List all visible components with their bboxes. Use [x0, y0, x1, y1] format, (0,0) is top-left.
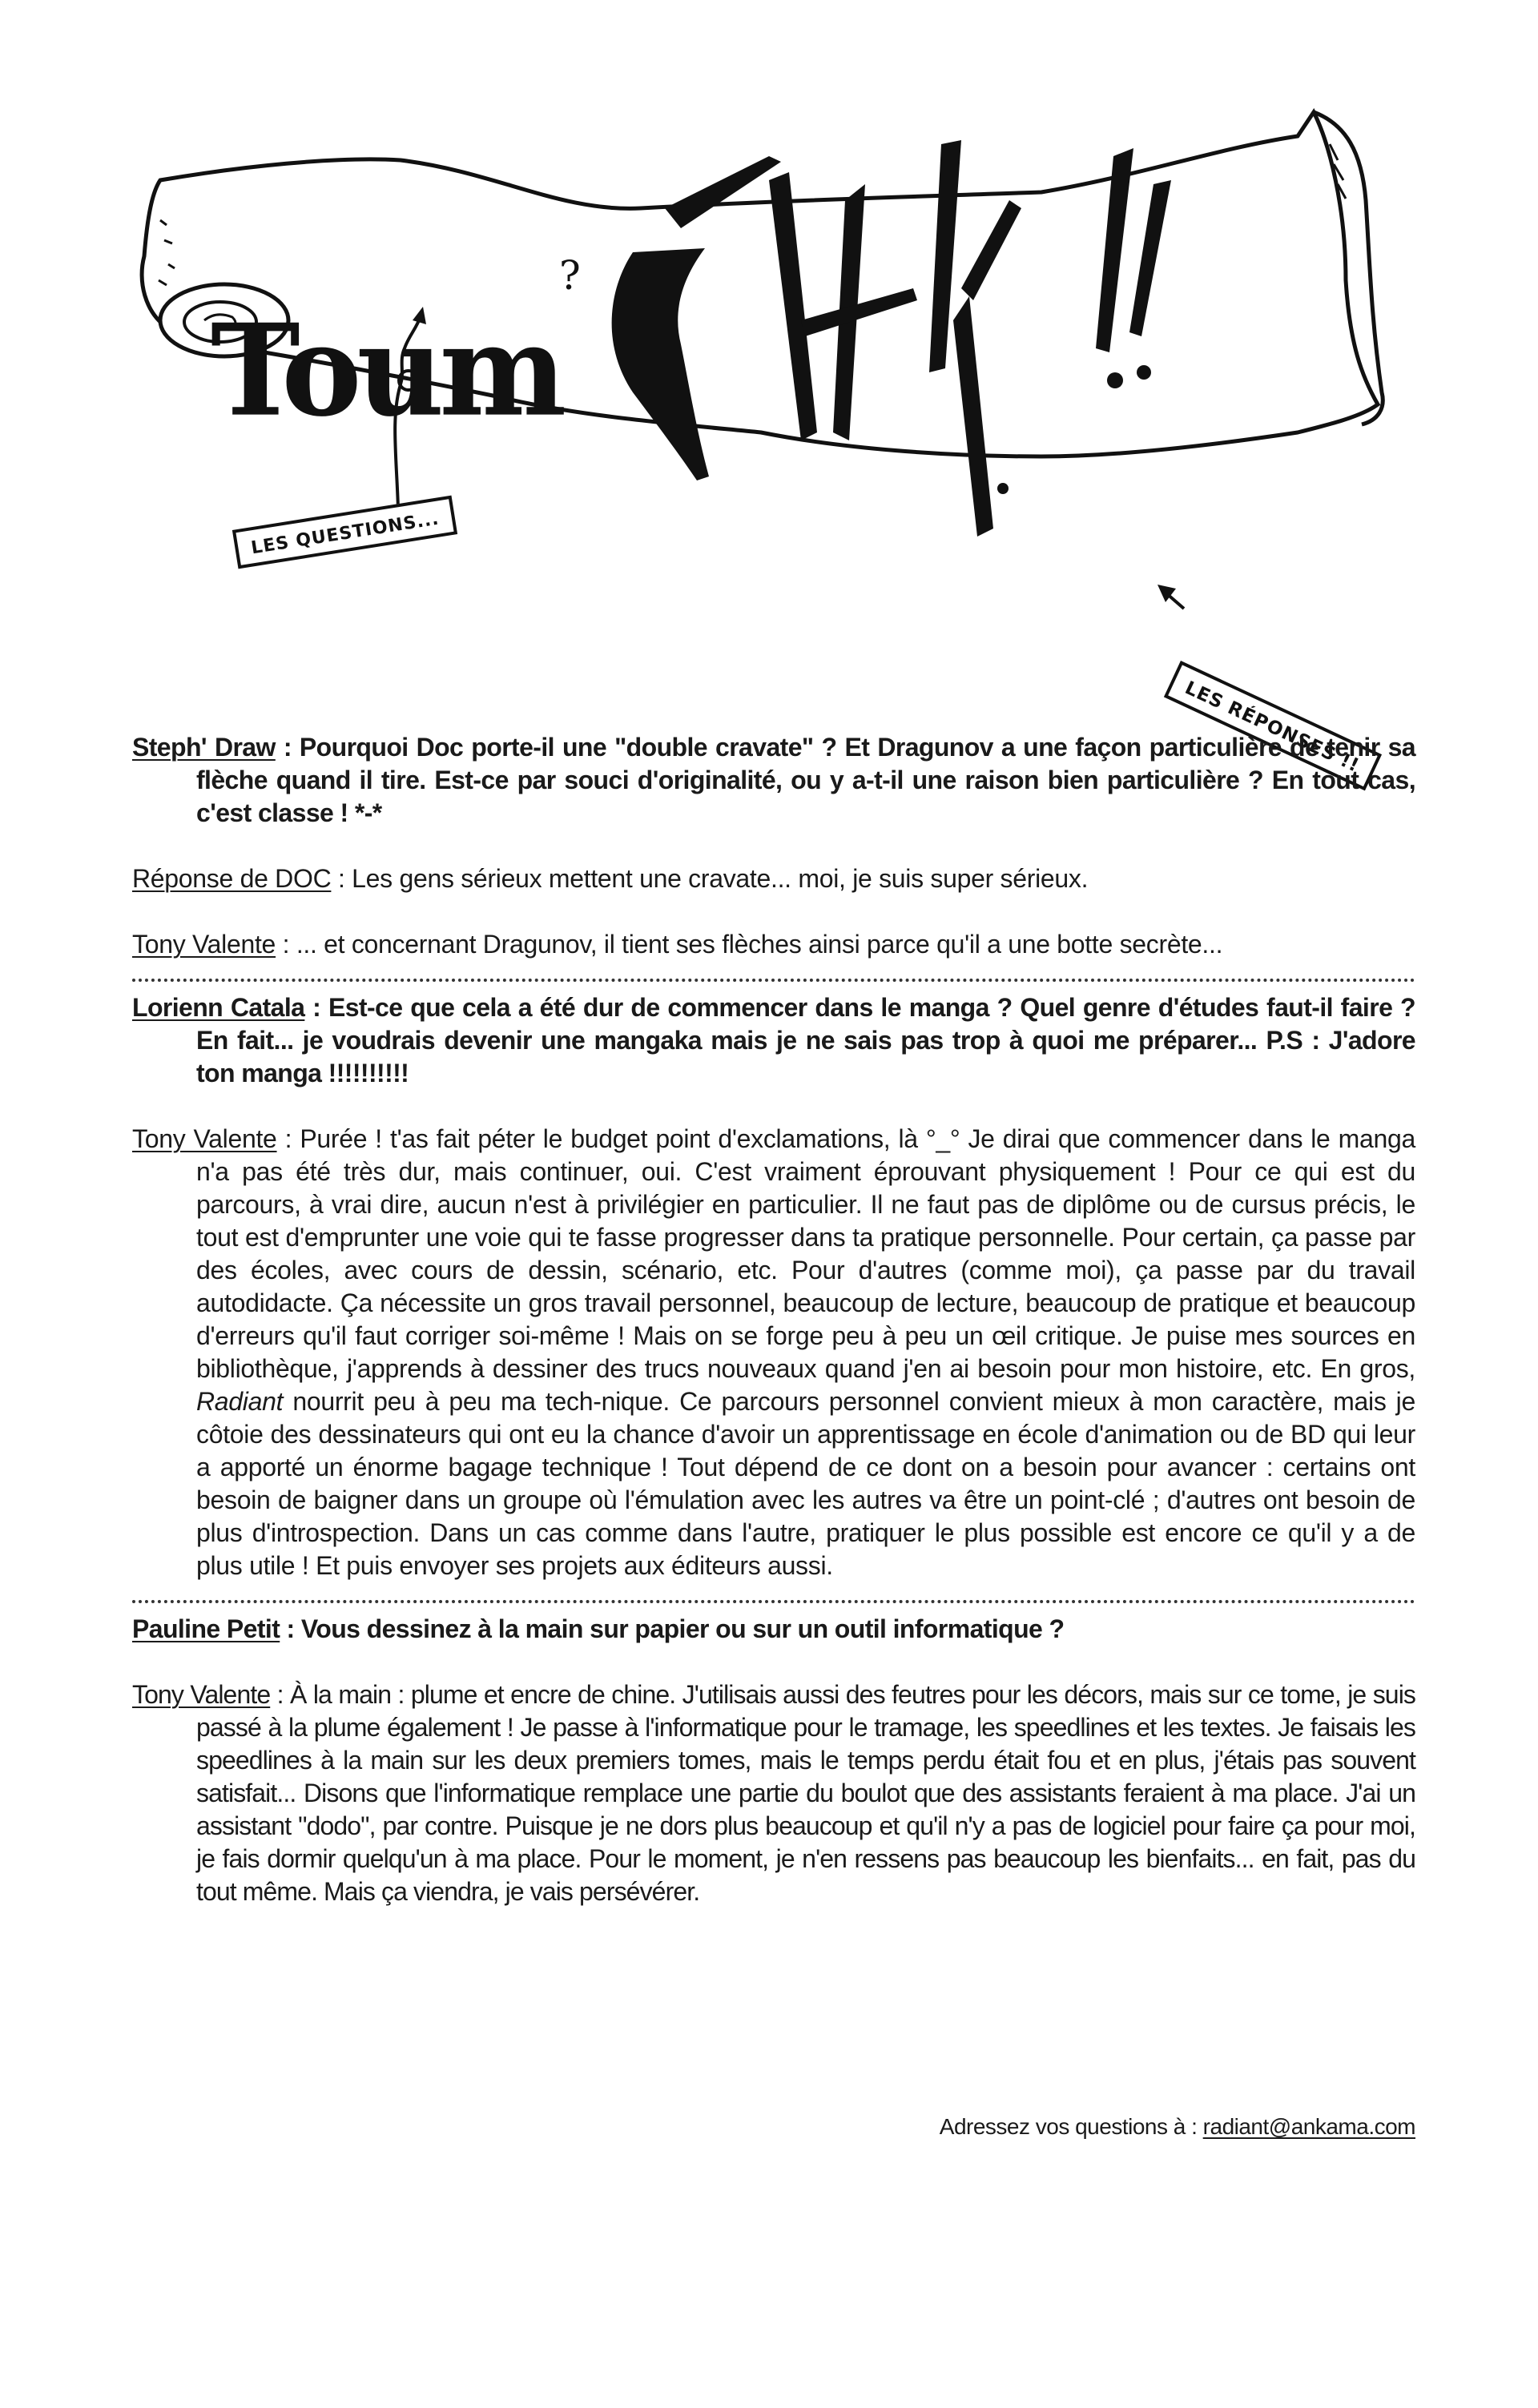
title-toum: Toum [211, 296, 562, 445]
answer-text: : À la main : plume et encre de chine. J'utilisais aussi des feutres pour les décors, mais sur ce tome, je suis passé à la plume également ! Je passe à l'informatique pour le tramage, les speedlines et les textes. Je faisais les speedlines à la main sur les deux premiers tomes, mais le temps perdu était fou et en plus, j'étais pas souvent satisfait... Disons que l'informatique remplace une partie du boulot que des assistants feraient à ma place. J'ai un assistant "dodo", par contre. Puisque je ne dors plus beaucoup et qu'il n'y a pas de logiciel pour faire ça pour moi, je fais dormir quelqu'un à ma place. Pour le moment, je n'en ressens pas beaucoup les bienfaits... en fait, pas du tout même. Mais ça viendra, je vais persévérer. [196, 1680, 1416, 1906]
tag-questions: LES QUESTIONS... [232, 496, 457, 569]
question-entry [132, 731, 1415, 830]
speaker-name: Tony Valente [132, 1680, 271, 1709]
footer-contact [940, 2114, 1415, 2140]
spacer [132, 895, 1415, 928]
answer-text-continued: nourrit peu à peu ma tech-nique. Ce parcours personnel convient mieux à mon caractère, mais je côtoie des dessinateurs qui ont eu la chance d'avoir un apprentissage en école d'animation ou de BD qui leur a apporté un énorme bagage technique ! Tout dépend de ce dont on a besoin pour avancer : certains ont besoin de baigner dans un groupe où l'émulation avec les autres va être un point-clé ; d'autres ont besoin de plus d'introspection. Dans un cas comme dans l'autre, pratiquer le plus possible est encore ce qu'il y a de plus utile ! Et puis envoyer ses projets aux éditeurs aussi. [196, 1387, 1415, 1580]
answer-text: : Purée ! t'as fait péter le budget point d'exclamations, là °_° Je dirai que commencer dans le manga n'a pas été très dur, mais continuer, oui. C'est vraiment éprouvant physiquement ! Pour ce qui est du parcours, à vrai dire, aucun n'est à privilégier en particulier. Il ne faut pas de diplôme ou de cursus précis, le tout est d'emprunter une voie qui te fasse progresser dans ta pratique personnelle. Pour certain, ça passe par des écoles, avec cours de dessin, scénario, etc. Pour d'autres (comme moi), ça passe par du travail autodidacte. Ça nécessite un gros travail personnel, beaucoup de lecture, beaucoup de pratique et beaucoup d'erreurs qu'il faut corriger soi-même ! Mais on se forge peu à peu un œil critique. Je puise mes sources en bibliothèque, j'apprends à dessiner des trucs nouveaux quand j'en ai besoin pour mon histoire, etc. En gros, [196, 1124, 1415, 1383]
speaker-name: Lorienn Catala [132, 993, 305, 1022]
question-entry [132, 991, 1415, 1090]
speaker-name: Réponse de DOC [132, 864, 332, 893]
answer-text: : ... et concernant Dragunov, il tient ses flèches ainsi parce qu'il a une botte secrète... [276, 930, 1223, 959]
spacer [132, 830, 1415, 862]
dotted-separator [132, 1600, 1415, 1603]
title-radiant: Radiant [196, 1387, 284, 1416]
speaker-name: Pauline Petit [132, 1614, 280, 1643]
answer-entry [132, 1678, 1415, 1908]
email-link[interactable]: radiant@ankama.com [1202, 2114, 1415, 2139]
footer-label: Adressez vos questions à : [939, 2114, 1203, 2139]
question-text: : Vous dessinez à la main sur papier ou sur un outil informatique ? [280, 1614, 1065, 1643]
speaker-name: Tony Valente [132, 930, 276, 959]
dotted-separator [132, 979, 1415, 982]
speaker-name: Tony Valente [132, 1124, 277, 1153]
title-question-mark: ? [559, 252, 581, 299]
question-text: : Est-ce que cela a été dur de commencer dans le manga ? Quel genre d'études faut-il faire ? En fait... je voudrais devenir une mangaka mais je ne sais pas trop à quoi me préparer... P.S : J'adore ton manga !!!!!!!!!! [196, 993, 1415, 1087]
answer-entry [132, 928, 1415, 961]
answer-entry [132, 1123, 1415, 1582]
speaker-name: Steph' Draw [132, 733, 276, 762]
spacer [132, 1646, 1415, 1678]
tag-answers: LES RÉPONSES !! [1164, 661, 1382, 790]
qa-content [132, 731, 1415, 1908]
answer-entry [132, 862, 1415, 895]
question-entry [132, 1613, 1415, 1646]
answer-text: : Les gens sérieux mettent une cravate... moi, je suis super sérieux. [331, 864, 1089, 893]
question-text: : Pourquoi Doc porte-il une "double cravate" ? Et Dragunov a une façon particulière de tenir sa flèche quand il tire. Est-ce par souci d'originalité, ou y a-t-il une raison bien particulière ? En tout cas, c'est classe ! *-* [196, 733, 1415, 827]
spacer [132, 1090, 1415, 1123]
